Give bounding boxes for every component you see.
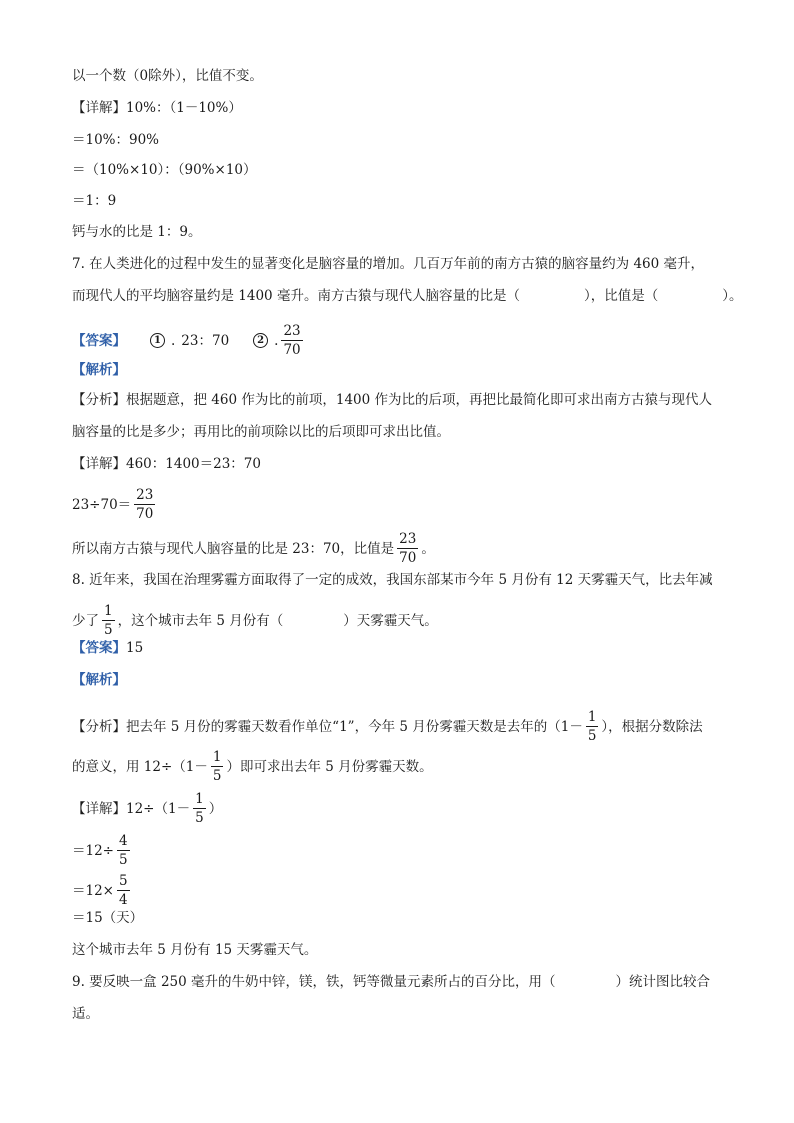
text: 而现代人的平均脑容量约是 1400 毫升。南方古猿与现代人脑容量的比是（ <box>72 288 520 304</box>
text: . <box>171 332 176 349</box>
text: ）。 <box>722 288 743 304</box>
text: ）天雾霾天气。 <box>343 612 438 629</box>
text: 12÷（1－ <box>126 800 191 817</box>
analysis-header <box>72 670 744 690</box>
detail-line-4 <box>72 908 744 928</box>
text: ＝12× <box>72 882 114 899</box>
denominator: 5 <box>119 852 128 868</box>
question-7-line-2 <box>72 286 744 306</box>
denominator: 5 <box>195 810 204 826</box>
detail-line-2 <box>72 832 744 869</box>
fraction <box>586 708 599 745</box>
numerator: 5 <box>119 873 128 889</box>
question-7-answer <box>72 322 744 359</box>
analysis-label: 【解析】 <box>72 672 126 688</box>
text: 9. 要反映一盒 250 毫升的牛奶中锌，镁，铁，钙等微量元素所占的百分比，用（ <box>72 974 556 990</box>
text: 少了 <box>72 612 99 629</box>
text: . <box>274 332 279 349</box>
text: 适。 <box>72 1006 99 1022</box>
circled-number-1-icon: 1 <box>150 333 165 348</box>
text: 把去年 5 月份的雾霾天数看作单位“1”，今年 5 月份雾霾天数是去年的（1－ <box>126 718 583 735</box>
numerator: 4 <box>119 833 128 849</box>
detail-line-2 <box>72 486 744 523</box>
fraction <box>193 790 206 827</box>
text-line <box>72 66 744 86</box>
text: ＝12÷ <box>72 842 114 859</box>
detail-conclusion <box>72 940 744 960</box>
fraction <box>211 748 224 785</box>
text: ＝15（天） <box>72 910 144 926</box>
fraction <box>397 530 418 567</box>
detail-label: 【详解】 <box>72 800 126 817</box>
text: 脑容量的比是多少；再用比的前项除以比的后项即可求出比值。 <box>72 424 450 440</box>
detail-conclusion <box>72 530 744 567</box>
answer-2-fraction <box>281 322 302 359</box>
text: 以一个数（0除外），比值不变。 <box>72 68 263 84</box>
analysis-line-1 <box>72 708 744 745</box>
fraction <box>134 486 155 523</box>
answer-1: 23：70 <box>181 332 230 349</box>
text: 460：1400＝23：70 <box>126 456 261 472</box>
detail-line-1 <box>72 790 744 827</box>
numerator: 1 <box>212 749 222 765</box>
text: ），根据分数除法 <box>601 718 703 735</box>
question-7-line-1 <box>72 254 744 274</box>
question-9-line-2 <box>72 1004 744 1024</box>
denominator: 70 <box>399 550 417 566</box>
denominator: 70 <box>283 342 301 358</box>
detail-line-1 <box>72 454 744 474</box>
numerator: 23 <box>136 487 154 503</box>
text-line <box>72 191 744 211</box>
text: ）即可求出去年 5 月份雾霾天数。 <box>226 758 433 775</box>
text: 8. 近年来，我国在治理雾霾方面取得了一定的成效，我国东部某市今年 5 月份有 12 天雾霾天气，比去年减 <box>72 572 713 588</box>
text: ，这个城市去年 5 月份有（ <box>117 612 284 629</box>
answer-label: 【答案】 <box>72 332 126 349</box>
circled-number-2-icon: 2 <box>253 333 268 348</box>
numerator: 23 <box>283 323 301 339</box>
analysis-line-2 <box>72 422 744 442</box>
text: ＝1：9 <box>72 193 117 209</box>
text-line <box>72 222 744 242</box>
question-8-line-1 <box>72 570 744 590</box>
question-8-line-2 <box>72 602 744 639</box>
text: ＝10%：90% <box>72 132 160 148</box>
text: ） <box>208 800 223 817</box>
detail-label: 【详解】 <box>72 456 126 472</box>
denominator: 4 <box>119 892 128 908</box>
denominator: 70 <box>136 506 154 522</box>
numerator: 1 <box>104 603 113 619</box>
denominator: 5 <box>587 728 597 744</box>
denominator: 5 <box>212 768 222 784</box>
analysis-sub-label: 【分析】 <box>72 392 126 408</box>
analysis-header <box>72 360 744 380</box>
text: 的意义，用 12÷（1－ <box>72 758 208 775</box>
numerator: 23 <box>399 531 417 547</box>
text: 钙与水的比是 1：9。 <box>72 224 202 240</box>
denominator: 5 <box>104 622 113 638</box>
numerator: 1 <box>587 709 597 725</box>
text: 23÷70＝ <box>72 496 132 513</box>
text: 10%：（1－10%） <box>126 100 242 116</box>
detail-label: 【详解】 <box>72 100 126 116</box>
analysis-line-1 <box>72 390 744 410</box>
text: 。 <box>421 540 435 557</box>
fraction <box>102 602 115 639</box>
text-line <box>72 130 744 150</box>
text: 这个城市去年 5 月份有 15 天雾霾天气。 <box>72 942 318 958</box>
answer-value: 15 <box>126 640 144 656</box>
answer-label: 【答案】 <box>72 640 126 656</box>
detail-line-3 <box>72 872 744 909</box>
question-9-line-1 <box>72 972 744 992</box>
analysis-line-2 <box>72 748 744 785</box>
text: 根据题意，把 460 作为比的前项，1400 作为比的后项，再把比最简化即可求出南方古猿与现代人 <box>126 392 712 408</box>
analysis-label: 【解析】 <box>72 362 126 378</box>
text-line <box>72 160 744 180</box>
question-8-answer <box>72 638 744 658</box>
text: ＝（10%×10）：（90%×10） <box>72 162 257 178</box>
fraction <box>117 872 130 909</box>
text: ）统计图比较合 <box>615 974 711 990</box>
text: 7. 在人类进化的过程中发生的显著变化是脑容量的增加。几百万年前的南方古猿的脑容量约为 460 毫升， <box>72 256 705 272</box>
analysis-sub-label: 【分析】 <box>72 718 126 735</box>
text: ），比值是（ <box>583 288 659 304</box>
fraction <box>117 832 130 869</box>
text-line <box>72 98 744 118</box>
text: 所以南方古猿与现代人脑容量的比是 23：70，比值是 <box>72 540 395 557</box>
numerator: 1 <box>195 791 204 807</box>
